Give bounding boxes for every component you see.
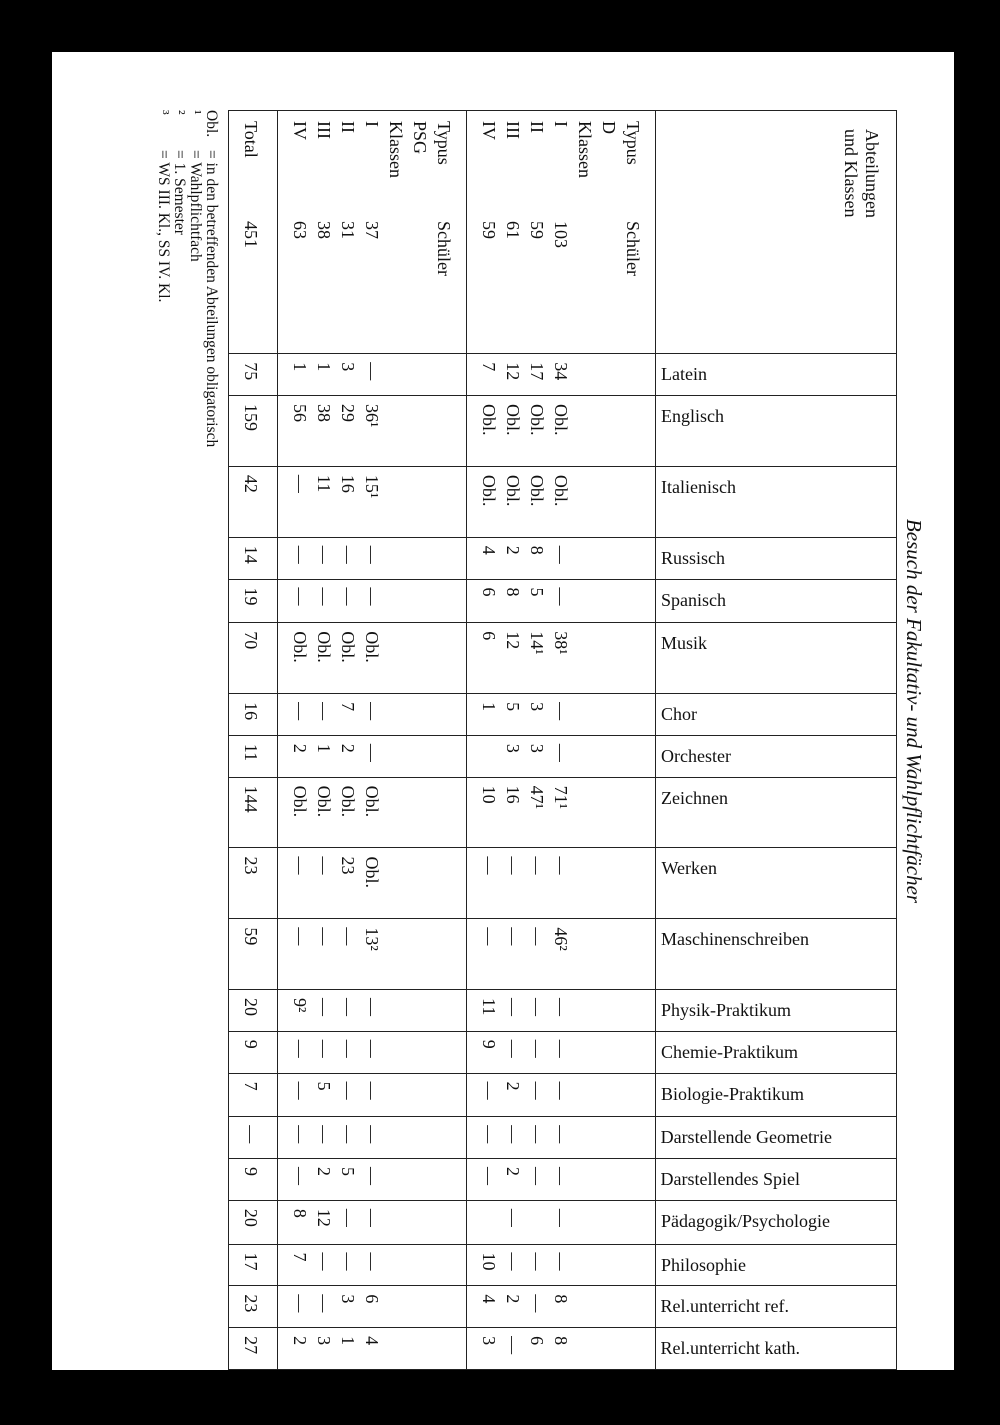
header-englisch	[656, 396, 897, 467]
total-values: 23	[241, 856, 261, 875]
header-p-dagogik-psychologie	[656, 1200, 897, 1244]
header-abteilungen	[656, 111, 897, 354]
header-rel-unterricht-ref-	[656, 1286, 897, 1328]
total-cell	[229, 735, 278, 777]
subject-label: Werken	[661, 858, 717, 879]
group-psg-values: — — 12 8	[290, 1208, 382, 1227]
group-d-cell	[467, 1031, 656, 1073]
total-cell	[229, 1117, 278, 1159]
group-d-schueler: 59	[527, 221, 547, 239]
group-psg-klasse-row	[360, 121, 384, 353]
header-chor	[656, 694, 897, 736]
header-spanisch	[656, 579, 897, 623]
group-d-klasse: III	[503, 121, 523, 139]
group-psg-values: Obl. Obl. Obl. Obl.	[290, 785, 382, 818]
group-psg-klasse: I	[362, 121, 382, 127]
group-d-values: 8 — 2 4	[479, 1294, 571, 1313]
group-d-values: — — — 10	[479, 1252, 571, 1271]
header-rel-unterricht-kath-	[656, 1328, 897, 1370]
group-psg-cell	[278, 579, 467, 623]
total-cell	[229, 1073, 278, 1117]
group-psg-values: — — — —	[290, 1039, 382, 1058]
header-orchester	[656, 735, 897, 777]
subject-label: Rel.unterricht kath.	[661, 1338, 801, 1359]
group-psg-klassen: Klassen	[386, 121, 406, 178]
group-psg-cell	[278, 623, 467, 694]
group-psg-row	[278, 111, 467, 1370]
group-d-klasse-row	[501, 121, 525, 353]
subject-label: Zeichnen	[661, 787, 728, 808]
group-d-cell	[467, 1200, 656, 1244]
total-values: 16	[241, 702, 261, 721]
group-psg-cell	[278, 354, 467, 396]
group-psg-cell	[278, 1031, 467, 1073]
group-d-cell	[467, 354, 656, 396]
group-d-klasse-row	[477, 121, 501, 353]
group-psg-klasse-row	[312, 121, 336, 353]
group-psg-cell	[278, 1244, 467, 1286]
total-values: 42	[241, 474, 261, 493]
header-latein	[656, 354, 897, 396]
total-cell	[229, 1159, 278, 1201]
total-cell	[229, 579, 278, 623]
group-d-cell	[467, 990, 656, 1032]
group-d-klassen: Klassen	[575, 121, 595, 178]
group-d-values: 71¹ 47¹ 16 10	[479, 785, 571, 810]
group-psg-values: Obl. Obl. Obl. Obl.	[290, 631, 382, 663]
group-d-values: — —	[503, 1208, 571, 1227]
group-d-cell	[467, 777, 656, 848]
group-d-schueler: 103	[551, 221, 571, 248]
footnote	[203, 110, 219, 447]
group-psg-klasse: IV	[290, 121, 310, 140]
total-values: 159	[241, 404, 261, 432]
footnote	[155, 110, 171, 447]
group-d-values: Obl. Obl. Obl. Obl.	[479, 474, 571, 507]
group-psg-values: — — 5 —	[290, 1081, 382, 1100]
group-d-values: 34 17 12 7	[479, 362, 571, 381]
group-d-cell	[467, 466, 656, 537]
group-psg-values: 4 1 3 2	[290, 1336, 382, 1346]
total-cell	[229, 990, 278, 1032]
total-cell	[229, 466, 278, 537]
group-psg-values: — — — —	[290, 1125, 382, 1144]
header-biologie-praktikum	[656, 1073, 897, 1117]
group-psg-values: — — — —	[290, 587, 382, 606]
footnote-key: Obl.	[203, 110, 220, 138]
header-physik-praktikum	[656, 990, 897, 1032]
group-d-klasse: I	[551, 121, 571, 127]
group-d-label	[467, 111, 656, 354]
total-values: 75	[241, 362, 261, 381]
group-d-values: 38¹ 14¹ 12 6	[479, 631, 571, 655]
total-values: 70	[241, 631, 261, 650]
total-values: 20	[241, 1208, 261, 1227]
group-psg-values: 6 3 — —	[290, 1294, 382, 1313]
group-d-cell	[467, 694, 656, 736]
header-italienisch	[656, 466, 897, 537]
total-values: —	[241, 1125, 261, 1144]
footnote	[171, 110, 187, 447]
total-schueler: 451	[241, 221, 261, 248]
group-d-values: — — 2 —	[479, 1167, 571, 1186]
total-cell	[229, 919, 278, 990]
scanned-page	[52, 52, 954, 1370]
total-cell	[229, 777, 278, 848]
header-werken	[656, 848, 897, 919]
subject-label: Physik-Praktikum	[661, 1000, 792, 1020]
group-d-values: Obl. Obl. Obl. Obl.	[479, 404, 571, 436]
group-d-typus: Typus	[623, 121, 643, 165]
subject-label: Biologie-Praktikum	[661, 1083, 804, 1104]
footnotes	[155, 110, 219, 447]
total-cell	[229, 396, 278, 467]
group-psg-values: — — — —	[290, 545, 382, 564]
header-musik	[656, 623, 897, 694]
footnote-key: ²	[171, 110, 188, 115]
header-zeichnen	[656, 777, 897, 848]
group-psg-cell	[278, 694, 467, 736]
group-d-values: — — — 11	[479, 998, 571, 1016]
group-d-klasse: II	[527, 121, 547, 133]
group-psg-values: — — — 7	[290, 1252, 382, 1271]
total-cell	[229, 1244, 278, 1286]
group-d-values: — — — 9	[479, 1039, 571, 1058]
group-psg-values: — — — 9²	[290, 998, 382, 1016]
group-d-values: 46² — — —	[479, 927, 571, 951]
total-values: 9	[241, 1167, 261, 1177]
rotated-page-content	[52, 52, 954, 1370]
group-d-schueler: 59	[479, 221, 499, 239]
footnote	[187, 110, 203, 447]
group-psg-cell	[278, 1328, 467, 1370]
group-d-cell	[467, 1328, 656, 1370]
header-line-1: Abteilungen	[862, 129, 882, 218]
header-philosophie	[656, 1244, 897, 1286]
group-d-schueler: 61	[503, 221, 523, 239]
group-psg-schueler: 63	[290, 221, 310, 239]
group-psg-label	[278, 111, 467, 354]
subject-label: Spanisch	[661, 589, 726, 610]
group-psg-cell	[278, 735, 467, 777]
group-d-cell	[467, 1244, 656, 1286]
group-psg-cell	[278, 1286, 467, 1328]
subject-label: Russisch	[661, 547, 726, 568]
total-values: 14	[241, 545, 261, 564]
group-psg-values: — 2 1 2	[290, 743, 382, 762]
footnote-text: = WS III. Kl., SS IV. Kl.	[155, 150, 172, 303]
group-d-klasse-row	[525, 121, 549, 353]
group-d-schueler-head: Schüler	[623, 221, 643, 276]
group-d-cell	[467, 1073, 656, 1117]
total-values: 27	[241, 1336, 261, 1355]
group-d-cell	[467, 1117, 656, 1159]
attendance-table	[228, 110, 897, 1370]
footnote-text: = 1. Semester	[171, 150, 188, 235]
group-d-values: — 3 5 1	[479, 702, 571, 721]
group-d-values: 8 6 — 3	[479, 1336, 571, 1355]
total-cell	[229, 1328, 278, 1370]
group-psg-cell	[278, 919, 467, 990]
subject-label: Chemie-Praktikum	[661, 1041, 798, 1062]
group-psg-values: — 3 1 1	[290, 362, 382, 381]
total-cell	[229, 537, 278, 579]
header-darstellende-geometrie	[656, 1117, 897, 1159]
total-cell	[229, 694, 278, 736]
group-psg-cell	[278, 537, 467, 579]
group-d-cell	[467, 919, 656, 990]
header-row	[656, 111, 897, 1370]
footnote-text: = in den betreffenden Abteilungen obligatorisch	[203, 150, 220, 448]
group-psg-cell	[278, 466, 467, 537]
group-d-cell	[467, 848, 656, 919]
footnote-text: = Wahlpflichtfach	[187, 150, 204, 262]
group-d-values: — 8 2 4	[479, 545, 571, 564]
group-psg-klasse: II	[338, 121, 358, 133]
group-psg-values: 15¹ 16 11 —	[290, 474, 382, 499]
group-psg-schueler-head: Schüler	[434, 221, 454, 276]
group-psg-klasse-row	[288, 121, 312, 353]
subject-label: Orchester	[661, 745, 731, 766]
subject-label: Latein	[661, 364, 707, 385]
group-psg-klasse-row	[336, 121, 360, 353]
header-russisch	[656, 537, 897, 579]
group-psg-cell	[278, 1073, 467, 1117]
group-psg-cell	[278, 848, 467, 919]
total-values: 23	[241, 1294, 261, 1313]
group-psg-schueler: 38	[314, 221, 334, 239]
group-d-cell	[467, 579, 656, 623]
group-d-values: — — 2 —	[479, 1081, 571, 1100]
total-values: 19	[241, 587, 261, 606]
group-psg-values: 36¹ 29 38 56	[290, 404, 382, 428]
group-d-cell	[467, 1286, 656, 1328]
total-values: 20	[241, 998, 261, 1016]
total-values: 7	[241, 1081, 261, 1091]
total-cell	[229, 1200, 278, 1244]
subject-label: Rel.unterricht ref.	[661, 1296, 790, 1317]
total-cell	[229, 848, 278, 919]
total-values: 11	[241, 743, 261, 762]
group-psg-klasse: III	[314, 121, 334, 139]
header-chemie-praktikum	[656, 1031, 897, 1073]
group-psg-values: 13² — — —	[290, 927, 382, 951]
subject-label: Philosophie	[661, 1254, 747, 1275]
subject-label: Pädagogik/Psychologie	[661, 1210, 830, 1231]
header-darstellendes-spiel	[656, 1159, 897, 1201]
group-psg-cell	[278, 1117, 467, 1159]
group-psg-cell	[278, 1159, 467, 1201]
group-d-klasse-row	[549, 121, 573, 353]
total-cell	[229, 1031, 278, 1073]
group-psg-typus: Typus	[434, 121, 454, 165]
total-values: 9	[241, 1039, 261, 1049]
total-values: 17	[241, 1252, 261, 1271]
group-psg-schueler: 31	[338, 221, 358, 239]
total-label	[229, 111, 278, 354]
footnote-key: ¹	[187, 110, 204, 115]
group-d-cell	[467, 537, 656, 579]
footnote-key: ³	[155, 110, 172, 115]
subject-label: Italienisch	[661, 476, 736, 497]
group-d-cell	[467, 1159, 656, 1201]
subject-label: Maschinenschreiben	[661, 929, 809, 950]
total-values: 144	[241, 785, 261, 813]
group-psg-cell	[278, 1200, 467, 1244]
group-psg-cell	[278, 777, 467, 848]
page-title: Besuch der Fakultativ- und Wahlpflichtfächer	[902, 518, 926, 904]
group-d-values: — 5 8 6	[479, 587, 571, 606]
group-psg-values: Obl. 23 — —	[290, 856, 382, 888]
header-maschinenschreiben	[656, 919, 897, 990]
total-cell	[229, 354, 278, 396]
group-d-code: D	[599, 121, 619, 134]
group-psg-values: — 5 2 —	[290, 1167, 382, 1186]
group-psg-cell	[278, 396, 467, 467]
group-d-klasse: IV	[479, 121, 499, 140]
total-text: Total	[241, 121, 261, 158]
group-d-cell	[467, 396, 656, 467]
group-d-values: — — — —	[479, 1125, 571, 1144]
group-psg-schueler: 37	[362, 221, 382, 239]
subject-label: Chor	[661, 704, 697, 725]
subject-label: Darstellende Geometrie	[661, 1127, 833, 1148]
total-values: 59	[241, 927, 261, 946]
group-d-values: — 3 3	[503, 743, 571, 762]
group-d-row	[467, 111, 656, 1370]
group-psg-cell	[278, 990, 467, 1032]
total-row	[229, 111, 278, 1370]
group-d-cell	[467, 623, 656, 694]
header-line-2: und Klassen	[841, 129, 861, 218]
group-d-values: — — — —	[479, 856, 571, 875]
group-psg-code: PSG	[410, 121, 430, 155]
group-d-cell	[467, 735, 656, 777]
total-cell	[229, 623, 278, 694]
subject-label: Englisch	[661, 406, 724, 427]
total-cell	[229, 1286, 278, 1328]
subject-label: Musik	[661, 633, 708, 654]
subject-label: Darstellendes Spiel	[661, 1169, 801, 1190]
group-psg-values: — 7 — —	[290, 702, 382, 721]
